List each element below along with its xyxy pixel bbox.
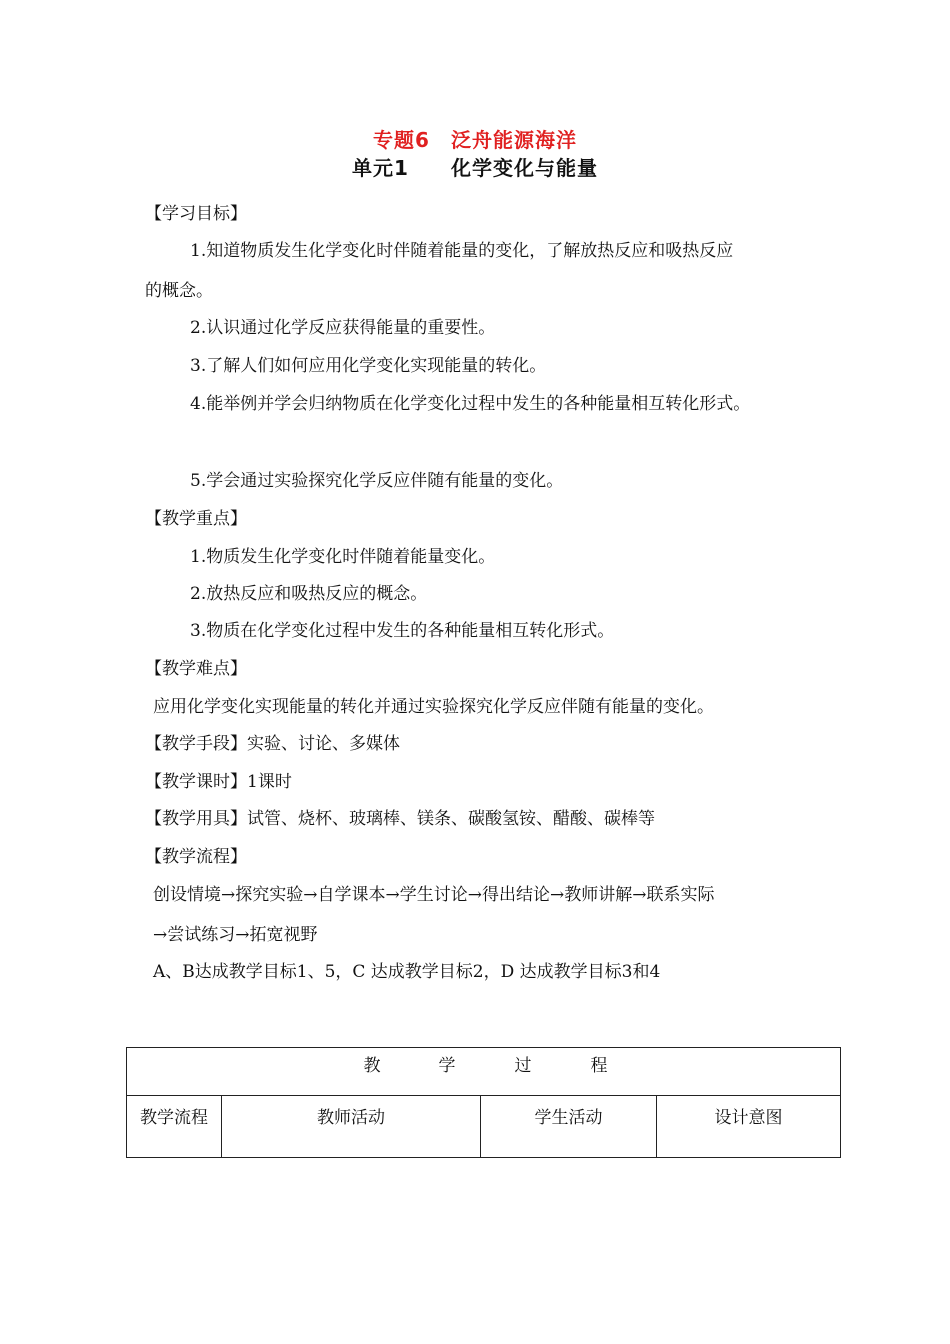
objective-item-5: 5.学会通过实验探究化学反应伴随有能量的变化。	[190, 471, 564, 491]
objective-item-1-cont: 的概念。	[145, 281, 213, 301]
table-header-char: 程	[590, 1056, 608, 1076]
table-header-char: 学	[438, 1056, 456, 1076]
hours-line: 【教学课时】1课时	[145, 772, 292, 792]
objective-item-4: 4.能举例并学会归纳物质在化学变化过程中发生的各种能量相互转化形式。	[190, 394, 751, 414]
table-header-char: 过	[514, 1056, 532, 1076]
key-point-3: 3.物质在化学变化过程中发生的各种能量相互转化形式。	[190, 621, 615, 641]
difficulties-text: 应用化学变化实现能量的转化并通过实验探究化学反应伴随有能量的变化。	[153, 697, 714, 717]
flow-line-2: →尝试练习→拓宽视野	[153, 925, 318, 945]
table-header-row	[127, 1048, 840, 1096]
topic-title: 专题6 泛舟能源海洋	[373, 128, 577, 152]
tools-line: 【教学用具】试管、烧杯、玻璃棒、镁条、碳酸氢铵、醋酸、碳棒等	[145, 809, 655, 829]
column-student-activity: 学生活动	[481, 1096, 657, 1158]
column-teacher-activity: 教师活动	[222, 1096, 481, 1158]
flow-line-1: 创设情境→探究实验→自学课本→学生讨论→得出结论→教师讲解→联系实际	[153, 885, 715, 905]
unit-title: 单元1 化学变化与能量	[352, 156, 598, 180]
key-points-heading: 【教学重点】	[145, 509, 247, 529]
flow-line-3: A、B达成教学目标1、5，C 达成教学目标2，D 达成教学目标3和4	[153, 962, 661, 982]
objective-item-1: 1.知道物质发生化学变化时伴随着能量的变化，了解放热反应和吸热反应	[190, 241, 734, 261]
objectives-heading: 【学习目标】	[145, 204, 247, 224]
table-header-char: 教	[363, 1056, 381, 1076]
key-point-2: 2.放热反应和吸热反应的概念。	[190, 584, 428, 604]
objective-item-2: 2.认识通过化学反应获得能量的重要性。	[190, 318, 496, 338]
table-columns-row	[127, 1096, 840, 1158]
methods-line: 【教学手段】实验、讨论、多媒体	[145, 734, 400, 754]
teaching-process-table	[126, 1047, 841, 1158]
difficulties-heading: 【教学难点】	[145, 659, 247, 679]
flow-heading: 【教学流程】	[145, 847, 247, 867]
key-point-1: 1.物质发生化学变化时伴随着能量变化。	[190, 547, 496, 567]
column-design-intent: 设计意图	[714, 1108, 783, 1128]
column-flow: 教学流程	[127, 1096, 222, 1158]
objective-item-3: 3.了解人们如何应用化学变化实现能量的转化。	[190, 356, 547, 376]
